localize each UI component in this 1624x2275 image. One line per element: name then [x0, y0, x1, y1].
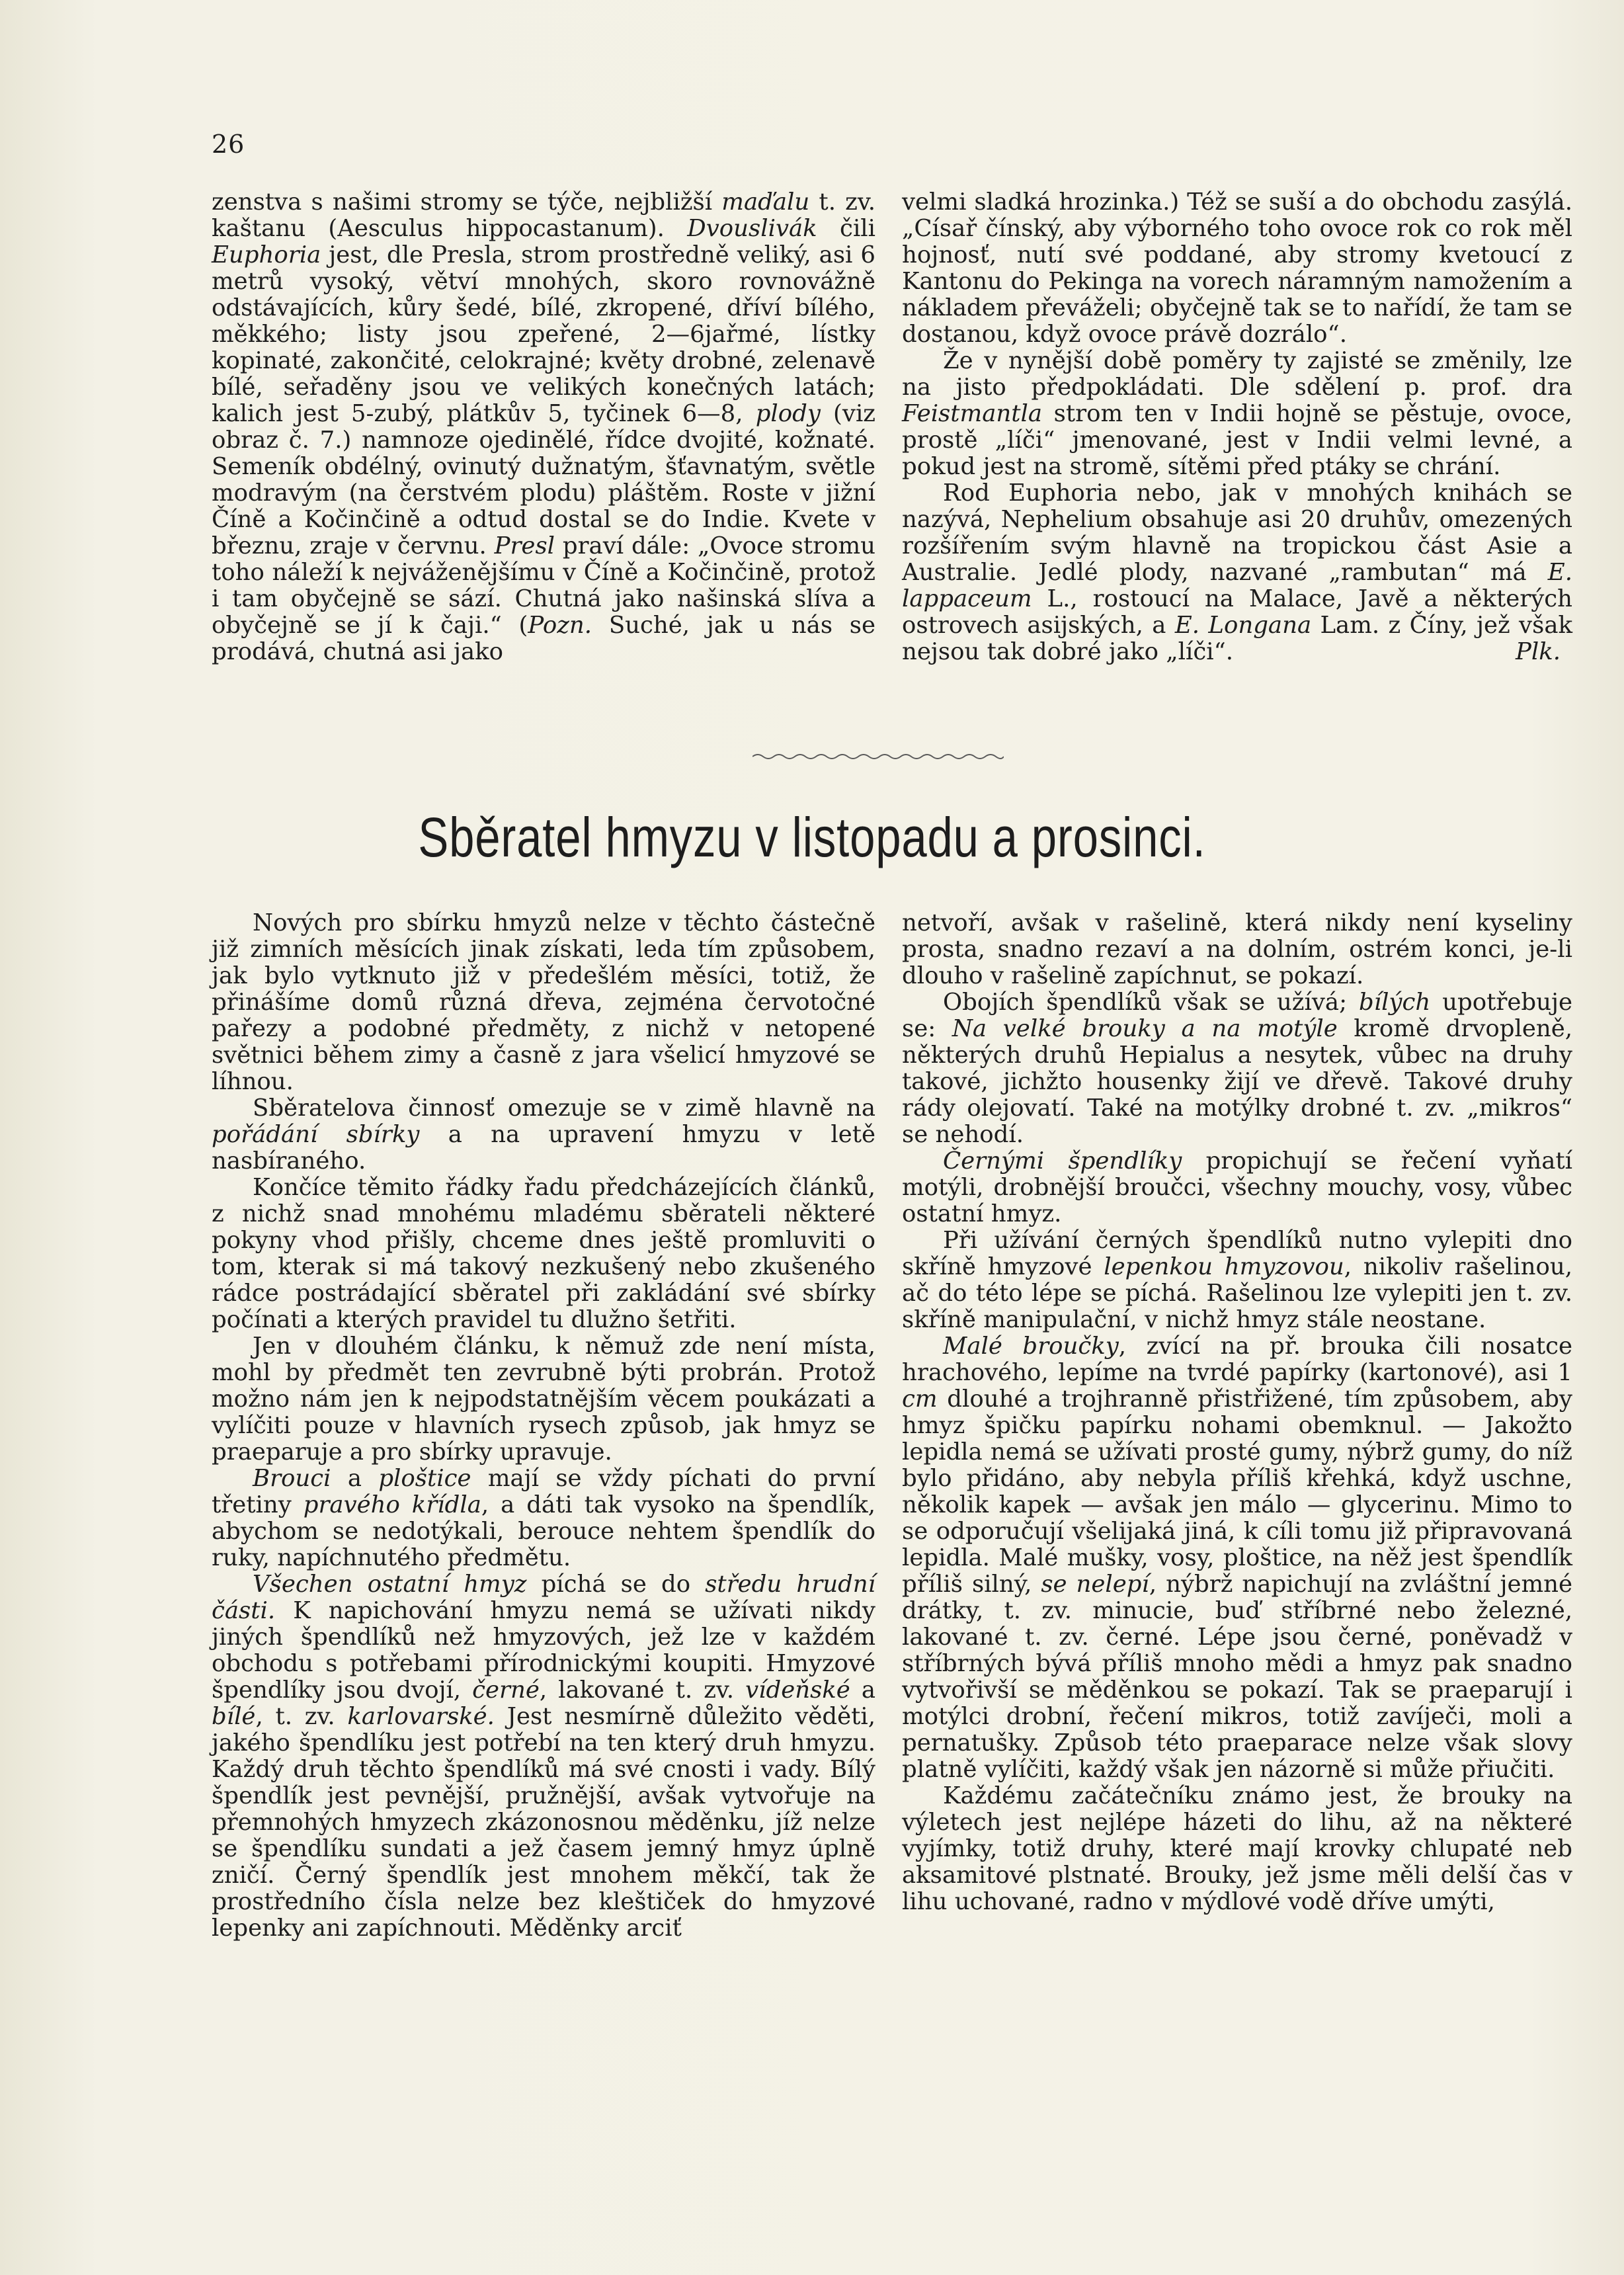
text: Rod Euphoria nebo, jak v mnohých knihách se nazývá, Nephelium obsahuje asi 20 druhův, omezených rozšířením svým hlavně na tropickou část Asie a Australie. Jedlé plody, nazvané „rambutan“ má	[902, 479, 1572, 586]
page-number: 26	[212, 130, 245, 159]
text: Že v nynější době poměry ty zajisté se změnily, lze na jisto předpokládati. Dle sdělení p. prof. dra	[902, 347, 1572, 401]
text: t. zv. kaštanu (Aesculus hippocastanum).	[212, 188, 875, 242]
paragraph: Každému začátečníku známo jest, že brouky na výletech jest nejlépe házeti do lihu, až na některé vyjímky, totiž druhy, které mají krovky chlupaté neb aksamitové plstnaté. Brouky, jež jsme měli delší čas v lihu uchované, radno v mýdlové vodě dříve umýti,	[902, 1782, 1572, 1915]
text: Suché, jak u nás se prodává, chutná asi jako	[212, 612, 876, 665]
paragraph	[902, 348, 1572, 480]
text: , zvící na př. brouka čili nosatce hrachového, lepíme na tvrdé papírky (kartonové), asi 1	[902, 1333, 1572, 1386]
italic-text: středu hrudní části.	[212, 1571, 876, 1624]
italic-text: Feistmantla	[902, 400, 1043, 427]
italic-text: Malé broučky	[943, 1333, 1119, 1360]
italic-text: Černými špendlíky	[943, 1147, 1182, 1175]
italic-text: bílé	[212, 1703, 256, 1730]
text: strom ten v Indii hojně se pěstuje, ovoce, prostě „líči“ jmenované, jest v Indii velmi levné, a pokud jest na stromě, sítěmi před ptáky se chrání.	[902, 400, 1572, 480]
paragraph	[902, 1227, 1572, 1333]
paragraph	[902, 1333, 1572, 1783]
text: (viz obraz č. 7.) namnoze ojedinělé, řídce dvojité, kožnaté. Semeník obdélný, ovinutý dužnatým, šťavnatým, světle modravým (na čerstvém plodu) pláštěm. Roste v jižní Číně a Kočinčině a odtud dostal se do Indie. Kvete v březnu, zraje v červnu.	[212, 400, 876, 559]
text: Lam. z Číny, jež však nejsou tak dobré jako „líči“.	[902, 612, 1572, 665]
italic-text: se nelepí	[1041, 1571, 1149, 1598]
italic-text: maďalu	[721, 188, 810, 216]
paragraph: Nových pro sbírku hmyzů nelze v těchto částečně již zimních měsících jinak získati, leda tím způsobem, jak bylo vytknuto již v předešlém měsíci, totiž, že přinášíme domů různá dřeva, zejména červotočné pařezy a podobné předměty, z nichž v netopené světnici během zimy a časně z jara všelicí hmyzové se líhnou.	[212, 909, 875, 1095]
paragraph: velmi sladká hrozinka.) Též se suší a do obchodu zasýlá. „Císař čínský, aby výborného toho ovoce rok co rok měl hojnosť, nutí své poddané, aby stromy kvetoucí z Kantonu do Pekinga na vorech náramným namožením a nákladem převáželi; obyčejně tak se to nařídí, že tam se dostanou, když ovoce právě dozrálo“.	[902, 188, 1572, 348]
italic-text: lepenkou hmyzovou	[1104, 1253, 1344, 1280]
bottom-right-column	[902, 910, 1572, 1915]
text: píchá se do	[526, 1571, 706, 1598]
text: , lakované t. zv.	[539, 1676, 746, 1704]
ornament-divider	[752, 750, 1004, 766]
italic-text: černé	[472, 1676, 540, 1704]
text: , t. zv.	[255, 1703, 348, 1730]
italic-text: Dvouslivák	[687, 215, 817, 242]
article-title: Sběratel hmyzu v listopadu a prosinci.	[418, 806, 1206, 868]
text: jest, dle Presla, strom prostředně veliký, asi 6 metrů vysoký, větví mnohých, skoro rovnovážně odstávajících, kůry šedé, bílé, zkropené, dříví bílého, měkkého; listy jsou zpeřené, 2—6jařmé, lístky kopinaté, zakončité, celokrajné; květy drobné, zelenavě bílé, seřaděny jsou ve velikých konečných latách; kalich jest 5-zubý, plátkův 5, tyčinek 6—8,	[212, 241, 875, 427]
text: Jest nesmírně důležito věděti, jakého špendlíku jest potřebí na ten který druh hmyzu. Každý druh těchto špendlíků má své cnosti i vady. Bílý špendlík jest pevnější, pružnější, avšak vytvořuje na přemnohých hmyzech zkázonosnou měděnku, jíž nelze se špendlíku sundati a jež časem jemný hmyz úplně zničí. Černý špendlík jest mnohem měkčí, tak že prostředního čísla nelze bez kleštiček do hmyzové lepenky ani zapíchnouti. Měděnky arciť	[212, 1703, 875, 1942]
top-left-column	[212, 189, 875, 665]
italic-text: Euphoria	[212, 241, 321, 269]
text: K napichování hmyzu nemá se užívati nikdy jiných špendlíků než hmyzových, jež lze v každém obchodu s potřebami přírodnickými koupiti. Hmyzové špendlíky jsou dvojí,	[212, 1597, 875, 1704]
italic-text: pravého křídla	[303, 1491, 481, 1518]
text: zenstva s našimi stromy se týče, nejbližší	[212, 188, 722, 216]
italic-text: Presl	[494, 532, 555, 559]
italic-text: Všechen ostatní hmyz	[253, 1571, 527, 1598]
text: dlouhé a trojhranně přistřižené, tím způsobem, aby hmyz špičku papírku nohami obemknul. — Jakožto lepidla nemá se užívati prosté gumy, nýbrž gumy, do níž bylo přidáno, aby nebyla příliš křehká, když uschne, několik kapek — avšak jen málo — glycerinu. Mimo to se odporučují všelijaká jiná, k cíli tomu již připravovaná lepidla. Malé mušky, vosy, ploštice, na něž jest špendlík příliš silný,	[902, 1386, 1572, 1598]
text: Sběratelova činnosť omezuje se v zimě hlavně na	[253, 1095, 875, 1122]
paragraph	[212, 1571, 875, 1942]
bottom-left-column	[212, 910, 875, 1942]
text: propichují se řečení vyňatí motýli, drobnější broučci, všechny mouchy, vosy, vůbec ostatní hmyz.	[902, 1147, 1572, 1227]
text: kromě drvopleně, některých druhů Hepialus a nesytek, vůbec na druhy takové, jichžto housenky žijí ve dřevě. Takové druhy rády olejovatí. Také na motýlky drobné t. zv. „mikros“ se nehodí.	[902, 1015, 1572, 1148]
italic-text: E. Longana	[1174, 612, 1312, 639]
text: L., rostoucí na Malace, Javě a některých ostrovech asijských, a	[902, 585, 1572, 639]
italic-text: Brouci	[253, 1465, 331, 1492]
text: čili	[817, 215, 876, 242]
italic-text: karlovarské.	[347, 1703, 495, 1730]
paragraph: Končíce těmito řádky řadu předcházejících článků, z nichž snad mnohému mladému sběrateli některé pokyny vhod přišly, chceme dnes ještě promluviti o tom, kterak si má takový nezkušený nebo zkušeného rádce postrádající sběratel při zakládání své sbírky počínati a kterých pravidel tu dlužno šetřiti.	[212, 1174, 875, 1333]
text: Při užívání černých špendlíků nutno vylepiti dno skříně hmyzové	[902, 1227, 1572, 1280]
text: praví dále: „Ovoce stromu toho náleží k nejváženějšímu v Číně a Kočinčině, protož i tam obyčejně se sází. Chutná jako našinská slíva a obyčejně se jí k čaji.“ (	[212, 532, 875, 639]
paragraph: Jen v dlouhém článku, k němuž zde není místa, mohl by předmět ten zevrubně býti probrán. Protož možno nám jen k nejpodstatnějším věcem poukázati a vylíčiti pouze v hlavních rysech způsob, jak hmyz se praeparuje a pro sbírky upravuje.	[212, 1333, 875, 1466]
signature: Plk.	[1515, 638, 1561, 665]
top-right-column	[902, 189, 1572, 665]
italic-text: bílých	[1358, 989, 1431, 1016]
text: , a dáti tak vysoko na špendlík, abychom se nedotýkali, berouce nehtem špendlík do ruky, napíchnutého předmětu.	[212, 1491, 875, 1571]
italic-text: Na velké brouky a na motýle	[952, 1015, 1338, 1042]
paragraph: netvoří, avšak v rašelině, která nikdy není kyseliny prosta, snadno rezaví a na dolním, ostrém konci, je-li dlouho v rašelině zapíchnut, se pokazí.	[902, 909, 1572, 989]
text: a na upravení hmyzu v letě nasbíraného.	[212, 1121, 875, 1175]
paragraph	[212, 189, 875, 665]
italic-text: cm	[902, 1386, 938, 1413]
paragraph	[902, 480, 1572, 665]
italic-text: plody	[755, 400, 821, 427]
paragraph	[212, 1466, 875, 1571]
text: , nikoliv rašelinou, ač do této lépe se píchá. Rašelinou lze vylepiti jen t. zv. skříně manipulační, v nichž hmyz stále neostane.	[902, 1253, 1572, 1333]
text: a	[850, 1676, 875, 1704]
text: , nýbrž napichují na zvláštní jemné drátky, t. zv. minucie, buď stříbrné nebo železné, lakované t. zv. černé. Lépe jsou černé, poněvadž v stříbrných bývá příliš mnoho mědi a hmyz pak snadno vytvořivší se měděnkou se pokazí. Tak se praeparují i motýlci drobní, řečení mikros, totiž zavíječi, moli a pernatušky. Způsob této praeparace nelze však slovy platně vylíčiti, každý však jen názorně si může přiučiti.	[902, 1571, 1572, 1783]
text: a	[331, 1465, 379, 1492]
italic-text: vídeňské	[745, 1676, 850, 1704]
italic-text: pořádání sbírky	[212, 1121, 420, 1148]
paragraph	[902, 989, 1572, 1148]
italic-text: Pozn.	[528, 612, 592, 639]
italic-text: E. lappaceum	[902, 559, 1572, 612]
text: upotřebuje se:	[902, 989, 1572, 1042]
italic-text: ploštice	[378, 1465, 471, 1492]
paragraph	[212, 1095, 875, 1175]
text: mají se vždy píchati do první třetiny	[212, 1465, 876, 1518]
text: Obojích špendlíků však se užívá;	[943, 989, 1359, 1016]
paragraph	[902, 1148, 1572, 1227]
